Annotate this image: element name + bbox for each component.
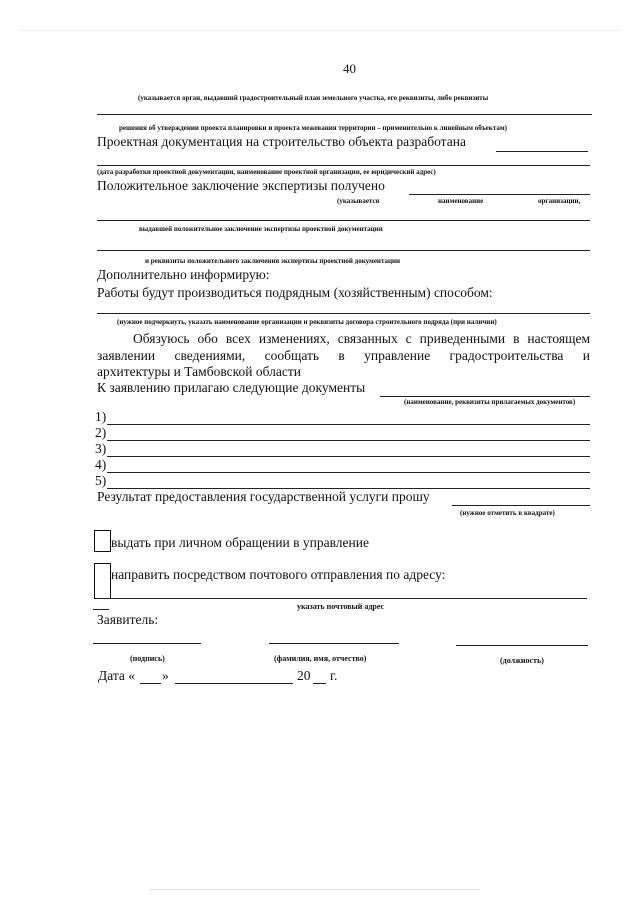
sig-position-caption: (должность)	[500, 656, 544, 665]
note-result: (нужное отметить в квадрате)	[460, 509, 555, 517]
date-day-line[interactable]	[140, 683, 161, 684]
works-label: Работы будут производиться подрядным (хозяйственным) способом:	[97, 285, 493, 300]
doc-item-1-label: 1)	[95, 409, 107, 424]
doc-item-1-line[interactable]	[107, 424, 590, 425]
note-expertise-3: организации,	[538, 197, 581, 205]
field-line-address-short	[93, 609, 109, 610]
note-decision: решения об утверждении проекта планировки и проекта межевания территории – применительно к линейным объектам)	[119, 124, 507, 132]
field-line-expertise[interactable]	[409, 194, 590, 195]
date-mid: »	[162, 668, 169, 683]
doc-item-3-line[interactable]	[107, 456, 590, 457]
position-line[interactable]	[456, 645, 588, 646]
field-line-organ[interactable]	[97, 114, 592, 115]
field-line-expertise-issuer[interactable]	[97, 220, 590, 221]
result-label: Результат предоставления государственной услуги прошу	[97, 489, 430, 504]
note-expertise-details: и реквизиты положительного заключения экспертизы проектной документации	[145, 257, 401, 265]
note-organ: (указывается орган, выдавший градостроительный план земельного участка, его реквизиты, либо реквизиты	[138, 94, 489, 102]
note-works: (нужное подчеркнуть, указать наименование организации и реквизиты договора строительного подряда (при наличии)	[117, 318, 497, 326]
note-expertise-2: наименование	[438, 197, 484, 205]
date-prefix: Дата «	[98, 668, 136, 683]
obligation-line-1: Обязуюсь обо всех изменениях, связанных с приведенными в настоящем	[133, 331, 590, 346]
obligation-line-2: заявлении сведениями, сообщать в управление градостроительства и	[97, 348, 590, 363]
doc-item-4-line[interactable]	[107, 472, 590, 473]
field-line-works[interactable]	[97, 313, 590, 314]
project-docs-label: Проектная документация на строительство объекта разработана	[97, 134, 466, 149]
name-line[interactable]	[269, 643, 399, 644]
date-year-line[interactable]	[313, 683, 326, 684]
field-line-result[interactable]	[452, 505, 590, 506]
date-year-prefix: 20	[297, 668, 311, 683]
doc-item-4-label: 4)	[95, 457, 107, 472]
date-suffix: г.	[330, 668, 338, 683]
doc-item-2-label: 2)	[95, 425, 107, 440]
option-mail-label: направить посредством почтового отправления по адресу:	[111, 567, 446, 582]
field-line-project-docs-2[interactable]	[97, 165, 590, 166]
field-line-expertise-details[interactable]	[97, 250, 590, 251]
sig-name-caption: (фамилия, имя, отчество)	[274, 654, 367, 663]
field-line-address[interactable]	[97, 598, 587, 599]
note-expertise-1: (указывается	[337, 197, 380, 205]
signature-line[interactable]	[93, 643, 201, 644]
page-number: 40	[343, 61, 356, 76]
option-in-person-label: выдать при личном обращении в управление	[111, 535, 369, 550]
sig-signature-caption: (подпись)	[130, 654, 165, 663]
field-line-project-docs[interactable]	[496, 151, 588, 152]
doc-item-2-line[interactable]	[107, 440, 590, 441]
note-address: указать почтовый адрес	[297, 602, 385, 611]
note-expertise-issuer: выдавшей положительное заключение экспертизы проектной документации	[139, 225, 383, 233]
field-line-attach[interactable]	[380, 396, 590, 397]
additional-label: Дополнительно информирую:	[97, 267, 270, 282]
applicant-label: Заявитель:	[97, 612, 159, 627]
doc-item-3-label: 3)	[95, 441, 107, 456]
note-project-docs: (дата разработки проектной документации, наименование проектной организации, ее юридический адрес)	[97, 168, 436, 176]
date-month-line[interactable]	[175, 683, 293, 684]
doc-item-5-label: 5)	[95, 473, 107, 488]
expertise-label: Положительное заключение экспертизы получено	[97, 178, 385, 193]
checkbox-mail[interactable]	[94, 563, 111, 599]
note-attach: (наименование, реквизиты прилагаемых документов)	[404, 398, 576, 406]
checkbox-in-person[interactable]	[94, 530, 111, 552]
obligation-line-3: архитектуры и Тамбовской области	[97, 364, 301, 379]
attach-label: К заявлению прилагаю следующие документы	[97, 380, 366, 395]
